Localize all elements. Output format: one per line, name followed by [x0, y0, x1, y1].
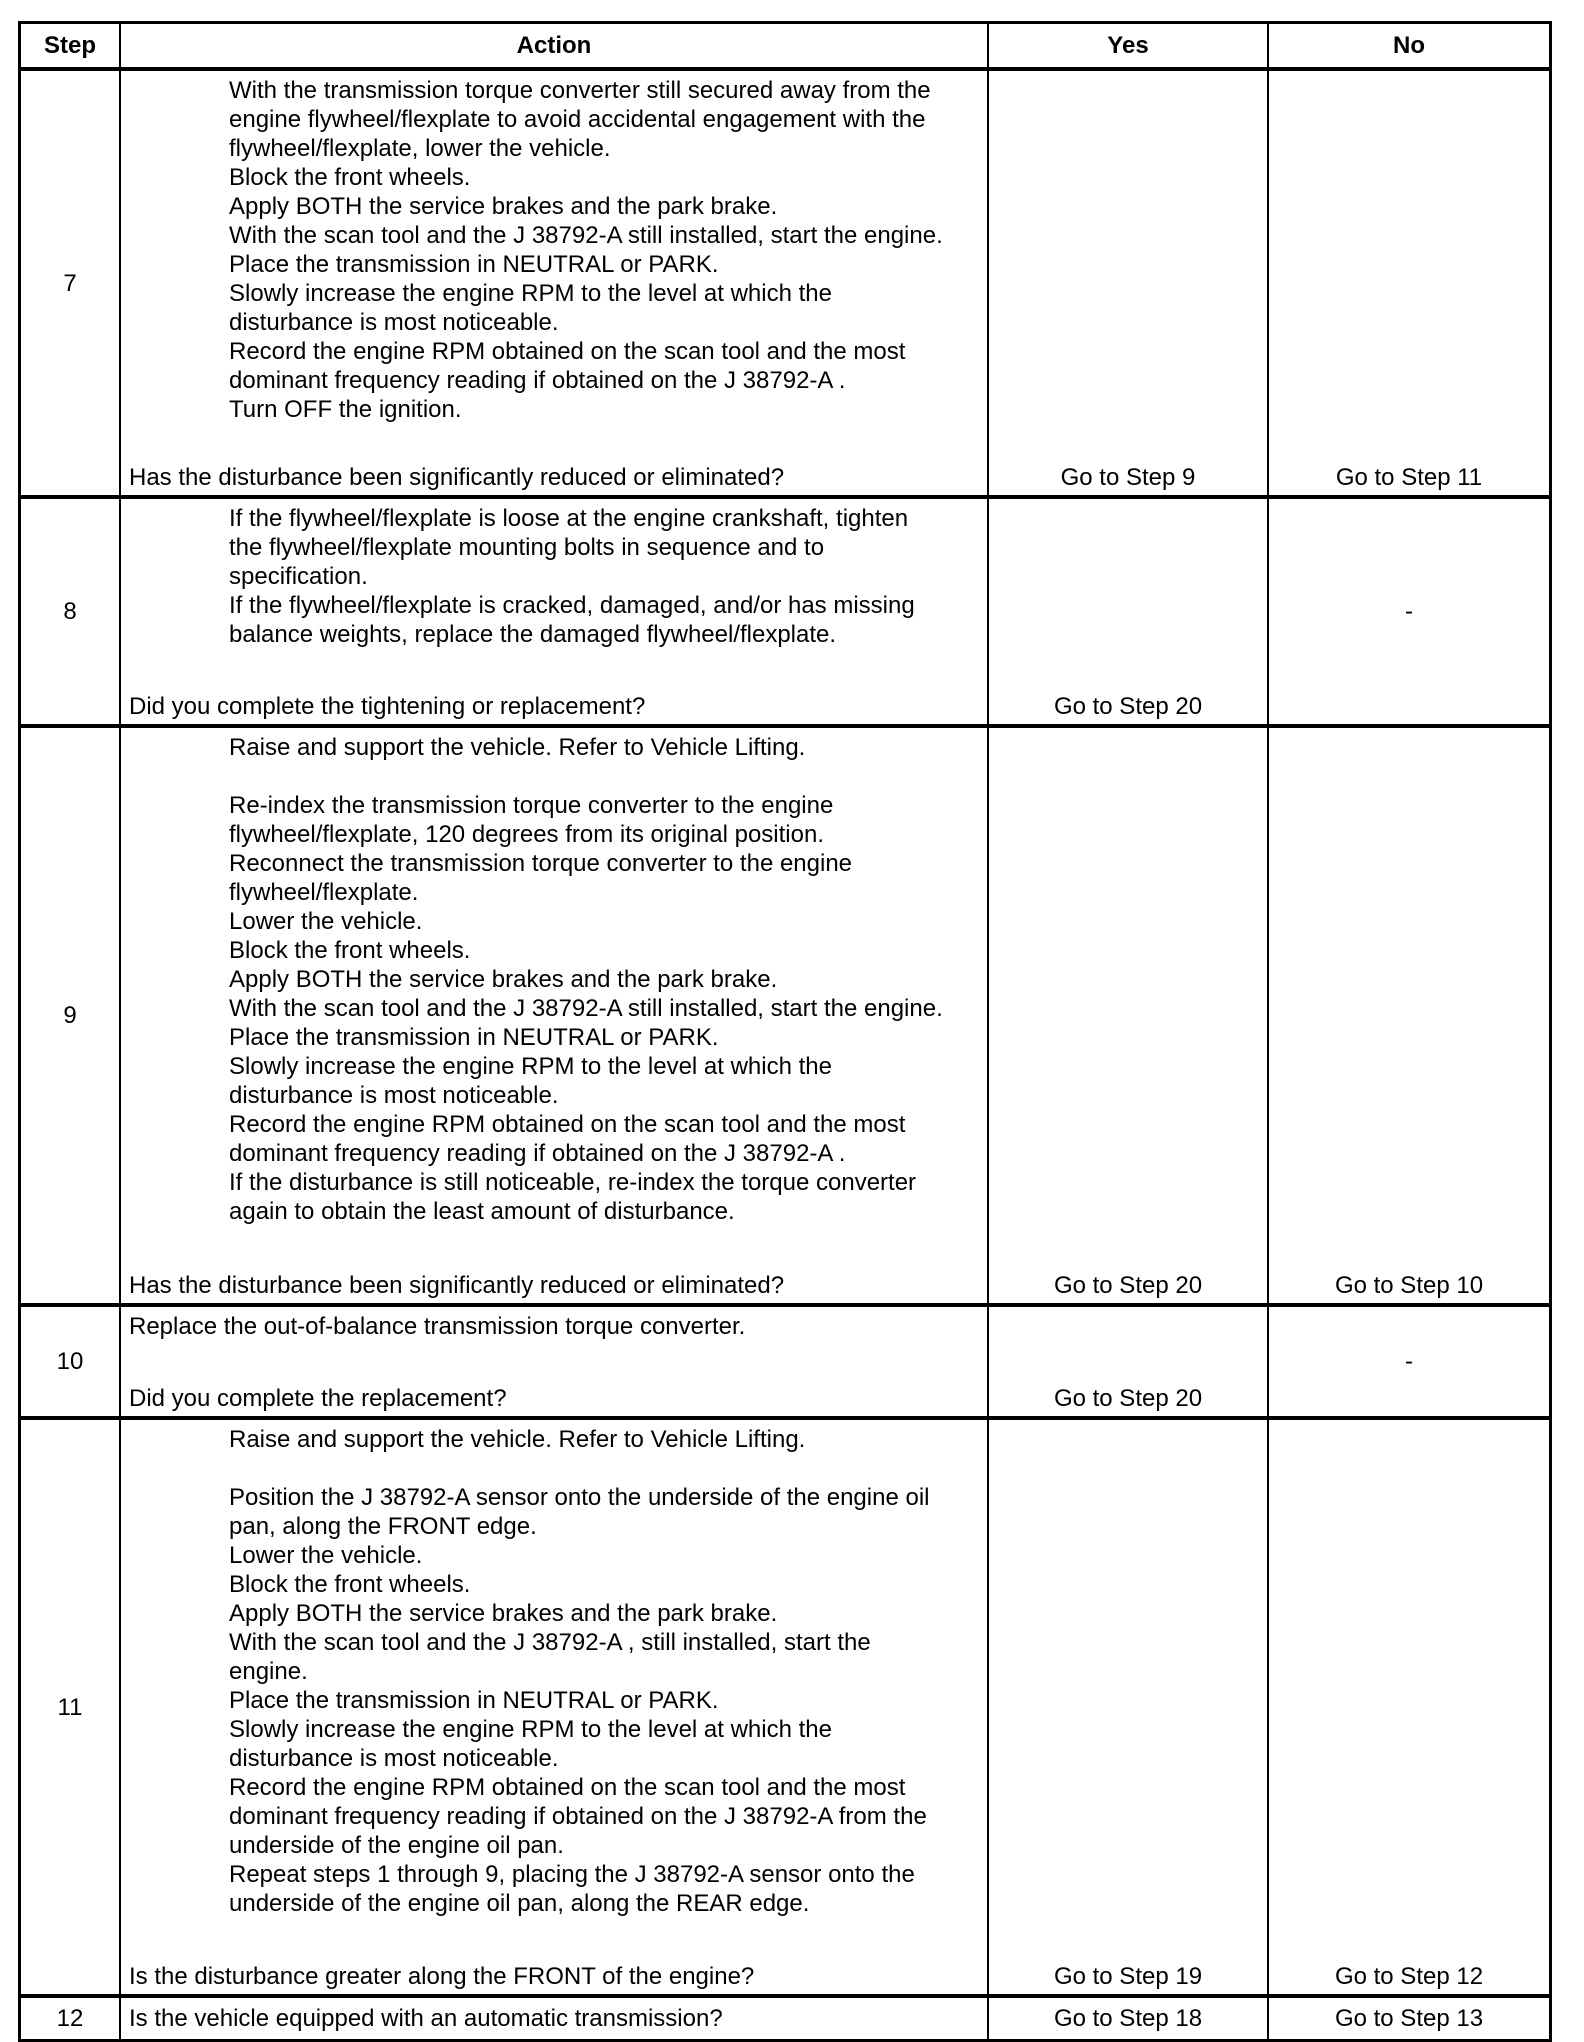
header-yes: Yes: [989, 24, 1267, 67]
instruction-line: Place the transmission in NEUTRAL or PARK.: [229, 1024, 719, 1051]
instruction-line: Slowly increase the engine RPM to the level at which the: [229, 1053, 832, 1080]
step-number: 9: [21, 728, 119, 1303]
instructions: [129, 1425, 979, 1918]
instruction-line: engine.: [229, 1658, 308, 1685]
instruction-line: Record the engine RPM obtained on the scan tool and the most: [229, 338, 906, 365]
instruction-line: With the scan tool and the J 38792-A still installed, start the engine.: [229, 995, 943, 1022]
question: Did you complete the tightening or replacement?: [129, 693, 646, 720]
instruction-line: underside of the engine oil pan, along the REAR edge.: [229, 1890, 810, 1917]
no-result: -: [1269, 499, 1549, 724]
header-no: No: [1269, 24, 1549, 67]
no-result: Go to Step 10: [1269, 728, 1549, 1303]
instruction-line: Turn OFF the ignition.: [229, 396, 462, 423]
question: Has the disturbance been significantly reduced or eliminated?: [129, 464, 785, 491]
instruction-line: Slowly increase the engine RPM to the level at which the: [229, 280, 832, 307]
spacer: [229, 1454, 979, 1483]
instruction-line: Raise and support the vehicle. Refer to Vehicle Lifting.: [229, 1426, 806, 1453]
instructions: [129, 504, 979, 649]
instruction-line: If the flywheel/flexplate is cracked, damaged, and/or has missing: [229, 592, 915, 619]
instruction-line: the flywheel/flexplate mounting bolts in sequence and to: [229, 534, 825, 561]
action-cell: [121, 728, 987, 1303]
instruction-line: Apply BOTH the service brakes and the park brake.: [229, 966, 778, 993]
instruction-line: flywheel/flexplate, lower the vehicle.: [229, 135, 611, 162]
action-cell: [121, 71, 987, 495]
instruction-line: If the disturbance is still noticeable, re-index the torque converter: [229, 1169, 917, 1196]
action-cell: [121, 1998, 987, 2039]
question: Is the disturbance greater along the FRONT of the engine?: [129, 1963, 755, 1990]
instruction-line: disturbance is most noticeable.: [229, 309, 559, 336]
instruction-line: flywheel/flexplate.: [229, 879, 419, 906]
instruction-line: engine flywheel/flexplate to avoid accidental engagement with the: [229, 106, 926, 133]
action-cell: [121, 499, 987, 724]
instruction-line: Place the transmission in NEUTRAL or PARK.: [229, 251, 719, 278]
no-result: Go to Step 12: [1269, 1420, 1549, 1994]
instruction-line: If the flywheel/flexplate is loose at the engine crankshaft, tighten: [229, 505, 909, 532]
instruction-line: Position the J 38792-A sensor onto the underside of the engine oil: [229, 1484, 930, 1511]
yes-result: Go to Step 20: [989, 499, 1267, 724]
question: Has the disturbance been significantly reduced or eliminated?: [129, 1272, 785, 1299]
no-result: Go to Step 13: [1269, 1998, 1549, 2039]
action-cell: [121, 1307, 987, 1416]
diagnostic-table: [18, 21, 1552, 2042]
yes-result: Go to Step 20: [989, 728, 1267, 1303]
step-number: 7: [21, 71, 119, 495]
instruction-line: Re-index the transmission torque converter to the engine: [229, 792, 834, 819]
step-number: 11: [21, 1420, 119, 1994]
instruction-line: Slowly increase the engine RPM to the level at which the: [229, 1716, 832, 1743]
step-number: 10: [21, 1307, 119, 1416]
header-action: Action: [121, 24, 987, 67]
instruction-line: specification.: [229, 563, 368, 590]
instruction-line: With the scan tool and the J 38792-A , still installed, start the: [229, 1629, 871, 1656]
instruction-line: Reconnect the transmission torque converter to the engine: [229, 850, 853, 877]
instruction-line: Place the transmission in NEUTRAL or PARK.: [229, 1687, 719, 1714]
no-result: -: [1269, 1307, 1549, 1416]
instruction-line: disturbance is most noticeable.: [229, 1082, 559, 1109]
instruction-line: Repeat steps 1 through 9, placing the J 38792-A sensor onto the: [229, 1861, 915, 1888]
instruction-line: Lower the vehicle.: [229, 1542, 423, 1569]
instruction-line: pan, along the FRONT edge.: [229, 1513, 537, 1540]
instruction-line: again to obtain the least amount of disturbance.: [229, 1198, 735, 1225]
instructions: [129, 76, 979, 424]
header-step: Step: [21, 24, 119, 67]
spacer: [229, 762, 979, 791]
yes-result: Go to Step 9: [989, 71, 1267, 495]
instruction-line: balance weights, replace the damaged flywheel/flexplate.: [229, 621, 837, 648]
question: Is the vehicle equipped with an automatic transmission?: [129, 2005, 723, 2032]
instruction-line: With the transmission torque converter still secured away from the: [229, 77, 931, 104]
step-number: 8: [21, 499, 119, 724]
instruction-line: Replace the out-of-balance transmission torque converter.: [129, 1313, 746, 1340]
step-number: 12: [21, 1998, 119, 2039]
yes-result: Go to Step 19: [989, 1420, 1267, 1994]
instruction-line: Block the front wheels.: [229, 164, 471, 191]
instruction-line: Apply BOTH the service brakes and the park brake.: [229, 1600, 778, 1627]
instruction-line: Raise and support the vehicle. Refer to Vehicle Lifting.: [229, 734, 806, 761]
instructions: [129, 733, 979, 1226]
yes-result: Go to Step 20: [989, 1307, 1267, 1416]
instruction-line: Record the engine RPM obtained on the scan tool and the most: [229, 1774, 906, 1801]
question: Did you complete the replacement?: [129, 1385, 507, 1412]
instruction-line: Block the front wheels.: [229, 1571, 471, 1598]
instruction-line: Block the front wheels.: [229, 937, 471, 964]
instruction-line: With the scan tool and the J 38792-A still installed, start the engine.: [229, 222, 943, 249]
instruction-line: dominant frequency reading if obtained on the J 38792-A .: [229, 1140, 846, 1167]
instruction-line: disturbance is most noticeable.: [229, 1745, 559, 1772]
instruction-line: Lower the vehicle.: [229, 908, 423, 935]
instruction-line: underside of the engine oil pan.: [229, 1832, 564, 1859]
action-cell: [121, 1420, 987, 1994]
instruction-line: flywheel/flexplate, 120 degrees from its original position.: [229, 821, 824, 848]
instruction-line: Record the engine RPM obtained on the scan tool and the most: [229, 1111, 906, 1138]
instruction-line: dominant frequency reading if obtained on the J 38792-A .: [229, 367, 846, 394]
no-result: Go to Step 11: [1269, 71, 1549, 495]
instruction-line: Apply BOTH the service brakes and the park brake.: [229, 193, 778, 220]
instruction-line: dominant frequency reading if obtained on the J 38792-A from the: [229, 1803, 927, 1830]
yes-result: Go to Step 18: [989, 1998, 1267, 2039]
